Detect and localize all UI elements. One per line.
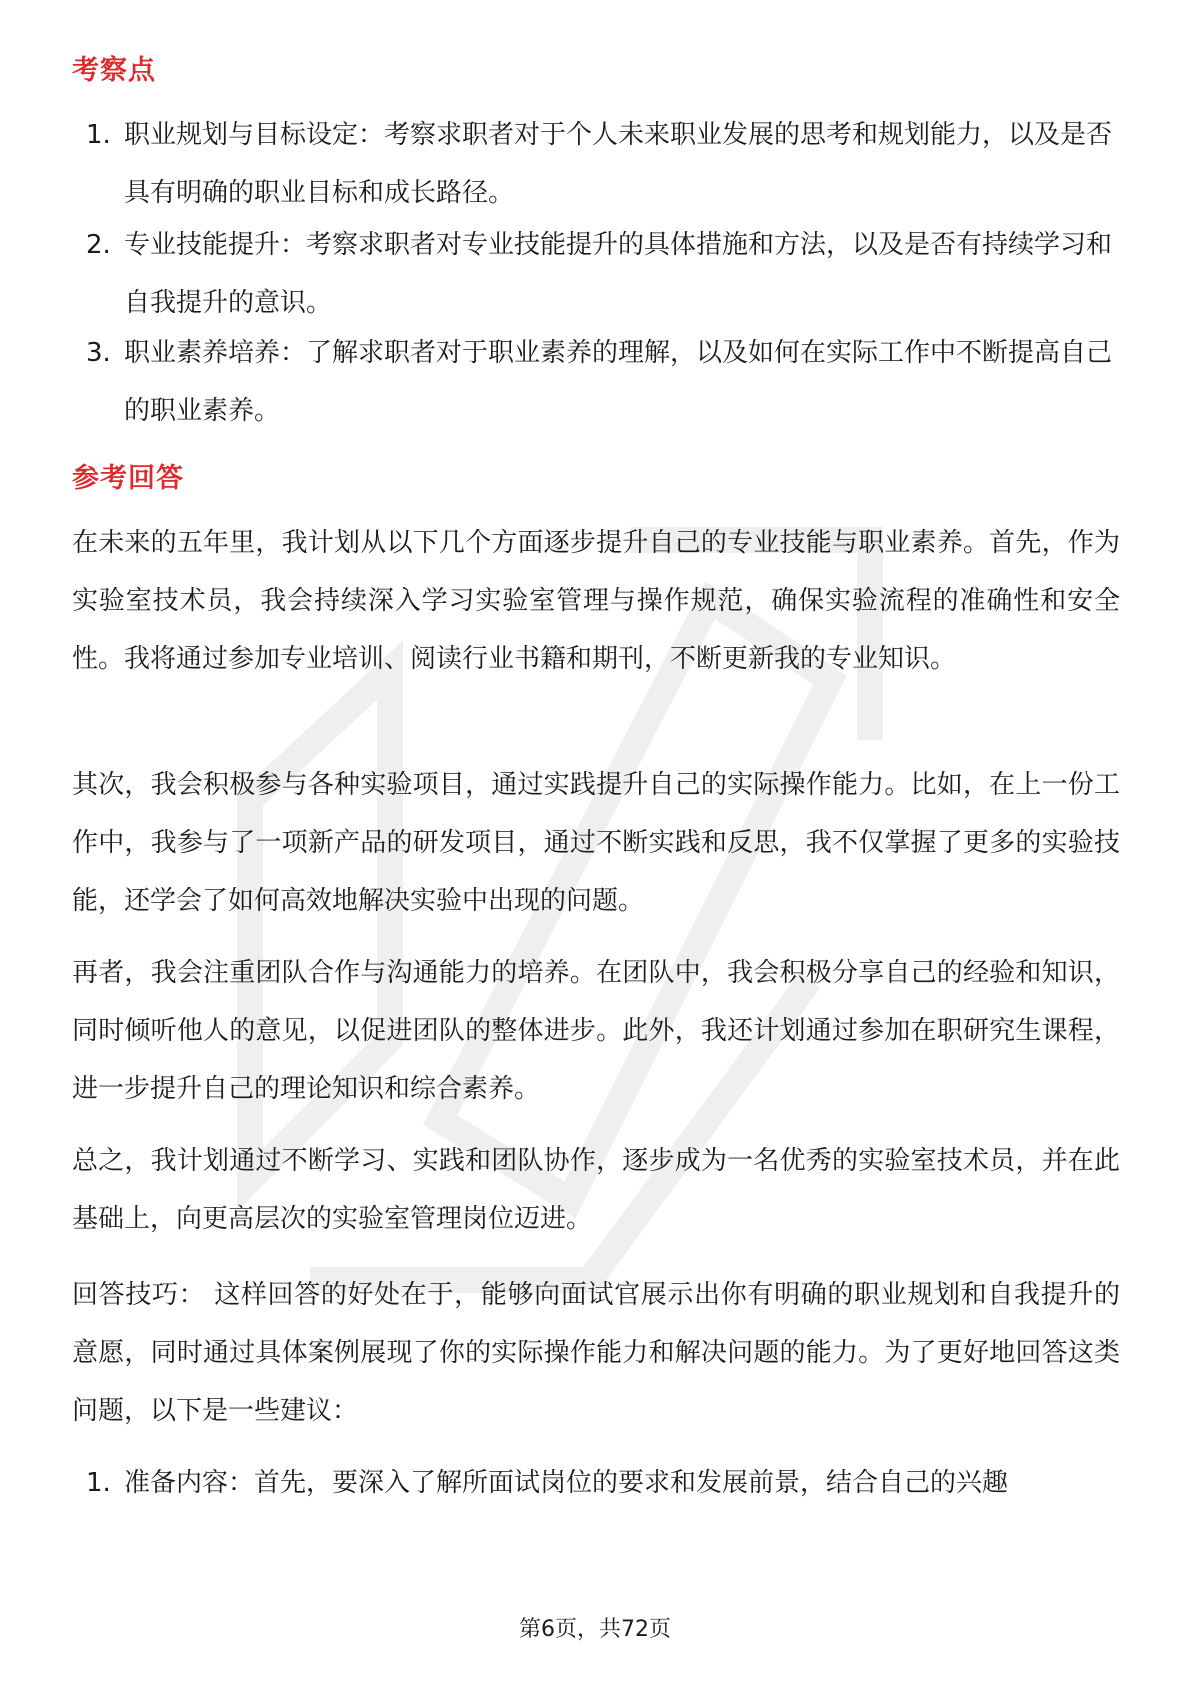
list-item <box>86 216 1116 332</box>
list-text: 专业技能提升：考察求职者对专业技能提升的具体措施和方法，以及是否有持续学习和自我提升的意识。 <box>124 230 1113 318</box>
answer-paragraph: 其次，我会积极参与各种实验项目，通过实践提升自己的实际操作能力。比如，在上一份工作中，我参与了一项新产品的研发项目，通过不断实践和反思，我不仅掌握了更多的实验技能，还学会了如何高效地解决实验中出现的问题。 <box>72 770 1120 916</box>
list-text: 职业规划与目标设定：考察求职者对于个人未来职业发展的思考和规划能力，以及是否具有明确的职业目标和成长路径。 <box>124 120 1113 208</box>
list-item <box>86 324 1116 440</box>
answer-paragraph: 再者，我会注重团队合作与沟通能力的培养。在团队中，我会积极分享自己的经验和知识，同时倾听他人的意见，以促进团队的整体进步。此外，我还计划通过参加在职研究生课程，进一步提升自己的理论知识和综合素养。 <box>72 958 1120 1104</box>
list-text: 准备内容：首先，要深入了解所面试岗位的要求和发展前景，结合自己的兴趣 <box>124 1468 1009 1498</box>
list-text: 职业素养培养：了解求职者对于职业素养的理解，以及如何在实际工作中不断提高自己的职业素养。 <box>124 338 1113 426</box>
answer-paragraph: 总之，我计划通过不断学习、实践和团队协作，逐步成为一名优秀的实验室技术员，并在此基础上，向更高层次的实验室管理岗位迈进。 <box>72 1146 1120 1234</box>
list-number: 1. <box>86 1468 111 1498</box>
reference-answer-heading: 参考回答 <box>72 463 184 494</box>
list-item <box>86 1454 1116 1512</box>
page-footer: 第6页，共72页 <box>519 1617 671 1642</box>
list-number: 3. <box>86 338 111 368</box>
list-item <box>86 106 1116 222</box>
list-number: 1. <box>86 120 111 150</box>
list-number: 2. <box>86 230 111 260</box>
exam-points-heading: 考察点 <box>72 55 156 86</box>
answer-tips-paragraph: 回答技巧： 这样回答的好处在于，能够向面试官展示出你有明确的职业规划和自我提升的意愿，同时通过具体案例展现了你的实际操作能力和解决问题的能力。为了更好地回答这类问题，以下是一些建议： <box>72 1280 1120 1426</box>
answer-paragraph: 在未来的五年里，我计划从以下几个方面逐步提升自己的专业技能与职业素养。首先，作为实验室技术员，我会持续深入学习实验室管理与操作规范，确保实验流程的准确性和安全性。我将通过参加专业培训、阅读行业书籍和期刊，不断更新我的专业知识。 <box>72 528 1120 674</box>
